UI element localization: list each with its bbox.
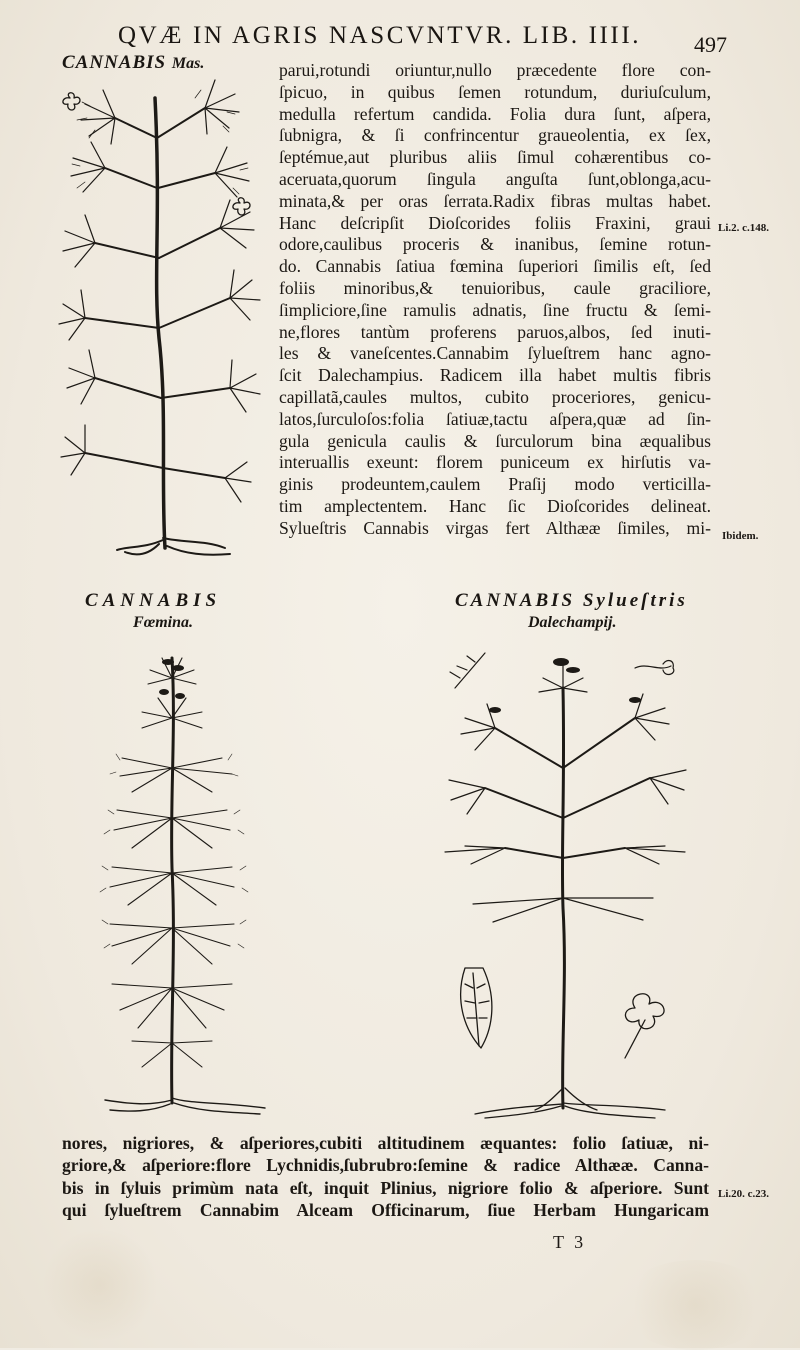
- main-text-block: [279, 60, 711, 540]
- text-line: capillatã,caules multos, cubito proceriores, genicu-: [279, 386, 711, 407]
- text-line: tim amplectentem. Hanc ſic Dioſcorides delineat.: [279, 495, 711, 516]
- wild-hemp-plant-icon: [435, 648, 715, 1123]
- plate-subtitle-foemina: Fœmina.: [133, 614, 194, 631]
- plate-label-foemina: CANNABIS: [85, 590, 222, 611]
- text-line: Sylueſtris Cannabis virgas fert Althææ ſimiles, mi-: [279, 517, 711, 538]
- text-line: medulla refertum candida. Folia dura ſunt, aſpera,: [279, 103, 711, 124]
- text-line: ſimpliciore,ſine ramulis adnatis, ſine fructu & ſemi-: [279, 299, 711, 320]
- printer-signature-mark: T 3: [553, 1232, 587, 1252]
- text-line: odore,caulibus proceris & inanibus, ſemine rotun-: [279, 234, 711, 255]
- text-line: Hanc deſcripſit Dioſcorides foliis Fraxini, graui: [279, 212, 711, 233]
- text-line: griore,& aſperiore:flore Lychnidis,ſubrubro:ſemine & radice Althææ. Canna-: [62, 1155, 709, 1176]
- paper-stain: [40, 1230, 160, 1340]
- running-title: QVÆ IN AGRIS NASCVNTVR. LIB. IIII.: [118, 22, 642, 49]
- page-number: 497: [694, 32, 727, 57]
- hemp-female-plant-illustration: [80, 648, 280, 1118]
- hemp-female-plant-icon: [80, 648, 280, 1118]
- paper-stain: [620, 1260, 770, 1350]
- continuation-text-block: [62, 1132, 709, 1222]
- plate-label-mas: [62, 52, 204, 74]
- text-line: aceruata,quorum ſingula anguſta ſunt,oblonga,acu-: [279, 168, 711, 189]
- text-line: latos,ſurculoſos:folia ſatiuæ,tactu aſpera,quæ ad ſin-: [279, 408, 711, 429]
- text-line: do. Cannabis ſatiua fœmina ſuperiori ſimilis eſt, ſed: [279, 256, 711, 277]
- wild-hemp-plant-illustration: [435, 648, 715, 1123]
- text-line: gula genicula caulis & ſurculorum bina æqualibus: [279, 430, 711, 451]
- text-line: ſeptémue,aut pluribus aliis ſimul cohærentibus co-: [279, 147, 711, 168]
- plate-subtitle: Mas.: [171, 55, 205, 72]
- text-line: foliis minoribus,& tenuioribus, caule graciliore,: [279, 277, 711, 298]
- text-line: ſubnigra, & ſi confrincentur graueolentia, ex ſex,: [279, 125, 711, 146]
- text-line: nores, nigriores, & aſperiores,cubiti altitudinem æquantes: folio ſatiuæ, ni-: [62, 1133, 709, 1153]
- hemp-male-plant-icon: [55, 78, 270, 558]
- plate-label-sylvestris: CANNABIS Sylueſtris: [455, 590, 688, 611]
- text-line: les & vaneſcentes.Cannabim ſylueſtrem hanc agno-: [279, 343, 711, 364]
- text-line: minata,& per oras ſerrata.Radix fibras multas habet.: [279, 190, 711, 211]
- text-line: bis in ſyluis primùm nata eſt, inquit Plinius, nigriore folio & aſperiore. Sunt: [62, 1177, 709, 1198]
- margin-note: Ibidem.: [722, 530, 759, 542]
- margin-note: Li.20. c.23.: [718, 1188, 770, 1200]
- margin-note: Li.2. c.148.: [718, 222, 770, 234]
- text-line: ſcit Dalechampius. Radicem illa habet multis fibris: [279, 365, 711, 386]
- plate-title: CANNABIS: [62, 52, 167, 73]
- text-line: interuallis exeunt: florem puniceum ex hirſutis va-: [279, 452, 711, 473]
- text-line: ne,flores tantùm proferens paruos,albos, ſed inuti-: [279, 321, 711, 342]
- text-line: qui ſylueſtrem Cannabim Alceam Officinarum, ſiue Herbam Hungaricam: [62, 1200, 709, 1221]
- text-line: ſpicuo, in quibus ſemen rotundum, duriuſculum,: [279, 81, 711, 102]
- plate-subtitle-sylvestris: Dalechampij.: [528, 614, 617, 631]
- text-line: ginis prodeuntem,caulem Praſij modo verticilla-: [279, 474, 711, 495]
- text-line: parui,rotundi oriuntur,nullo præcedente flore con-: [279, 60, 711, 80]
- hemp-male-plant-illustration: [55, 78, 270, 558]
